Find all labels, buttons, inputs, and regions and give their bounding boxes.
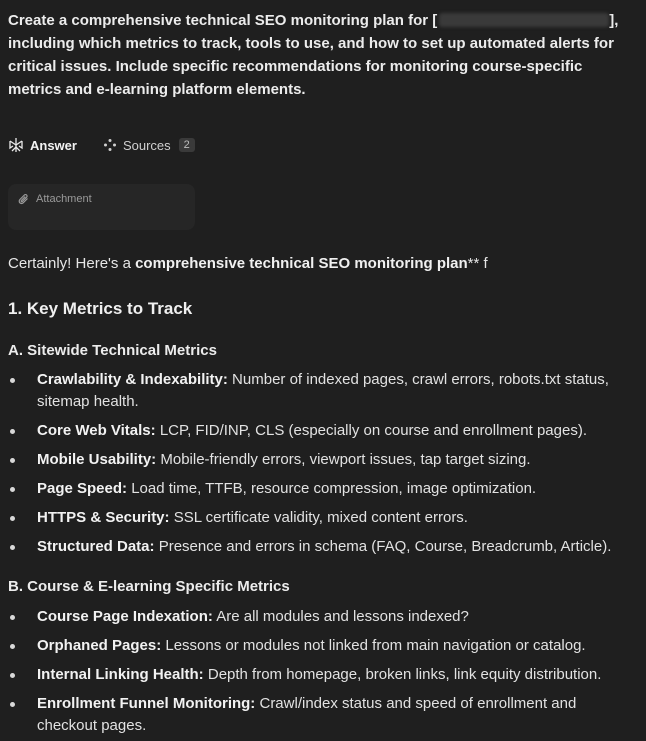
bullet [10,516,15,521]
item-text: Depth from homepage, broken links, link equity distribution. [203,666,602,683]
section-heading: 1. Key Metrics to Track [8,299,193,318]
item-term: Course Page Indexation: [37,608,213,625]
prompt-rest: including which metrics to track, tools to use, and how to set up automated alerts for critical issues. Include specific recommendations for monitoring course-specific metrics and e-learning platform elements. [8,35,614,98]
item-term: Page Speed: [37,480,128,497]
list-item [0,635,640,657]
tab-sources-label: Sources [122,137,171,153]
item-term: HTTPS & Security: [37,509,170,526]
item-term: Mobile Usability: [37,451,157,468]
bullet [10,378,15,383]
answer-intro [8,254,488,274]
subheading-a: A. Sitewide Technical Metrics [8,342,217,359]
bullet [10,673,15,678]
list-item [0,449,640,471]
list-item [0,536,640,558]
item-text: Number of indexed pages, crawl errors, robots.txt status, sitemap health. [37,371,609,410]
item-term: Crawlability & Indexability: [37,371,228,388]
bullet [10,429,15,434]
item-term: Internal Linking Health: [37,666,204,683]
bullet [10,615,15,620]
list-item [0,693,640,737]
bullet [10,545,15,550]
list-item [0,606,640,628]
item-term: Core Web Vitals: [37,422,156,439]
item-text: LCP, FID/INP, CLS (especially on course and enrollment pages). [155,422,587,439]
item-text: Crawl/index status and speed of enrollment and checkout pages. [37,695,577,734]
tab-sources[interactable] [103,138,195,153]
bullet [10,702,15,707]
list-item [0,420,640,442]
tab-answer[interactable] [8,137,77,153]
list-item [0,478,640,500]
list-item [0,369,640,413]
prompt-line1-end: ], [609,12,619,29]
intro-suffix: ** f [467,255,488,272]
intro-prefix: Certainly! Here's a [8,255,136,272]
user-prompt [8,9,638,101]
item-term: Enrollment Funnel Monitoring: [37,695,256,712]
subheading-b: B. Course & E-learning Specific Metrics [8,578,290,595]
item-text: Mobile-friendly errors, viewport issues, tap target sizing. [156,451,531,468]
answer-tabs [8,134,221,156]
item-text: Are all modules and lessons indexed? [212,608,469,625]
paperclip-icon [18,193,30,205]
answer-logo-icon [8,137,24,153]
sources-count-badge: 2 [179,138,195,152]
prompt-line1: Create a comprehensive technical SEO monitoring plan for [ [8,12,438,29]
item-text: Presence and errors in schema (FAQ, Course, Breadcrumb, Article). [154,538,612,555]
item-text: Load time, TTFB, resource compression, image optimization. [127,480,537,497]
list-item [0,507,640,529]
item-term: Structured Data: [37,538,155,555]
item-text: SSL certificate validity, mixed content errors. [169,509,468,526]
bullet [10,644,15,649]
redacted-text [439,13,609,27]
item-term: Orphaned Pages: [37,637,162,654]
list-course-metrics [0,606,640,741]
item-text: Lessons or modules not linked from main navigation or catalog. [161,637,586,654]
sources-icon [103,138,117,152]
list-item [0,664,640,686]
attachment-chip[interactable] [8,184,195,230]
tab-answer-label: Answer [30,137,77,153]
list-sitewide-metrics [0,369,640,565]
bullet [10,487,15,492]
intro-bold: comprehensive technical SEO monitoring plan [135,255,468,272]
attachment-label: Attachment [36,193,92,205]
bullet [10,458,15,463]
